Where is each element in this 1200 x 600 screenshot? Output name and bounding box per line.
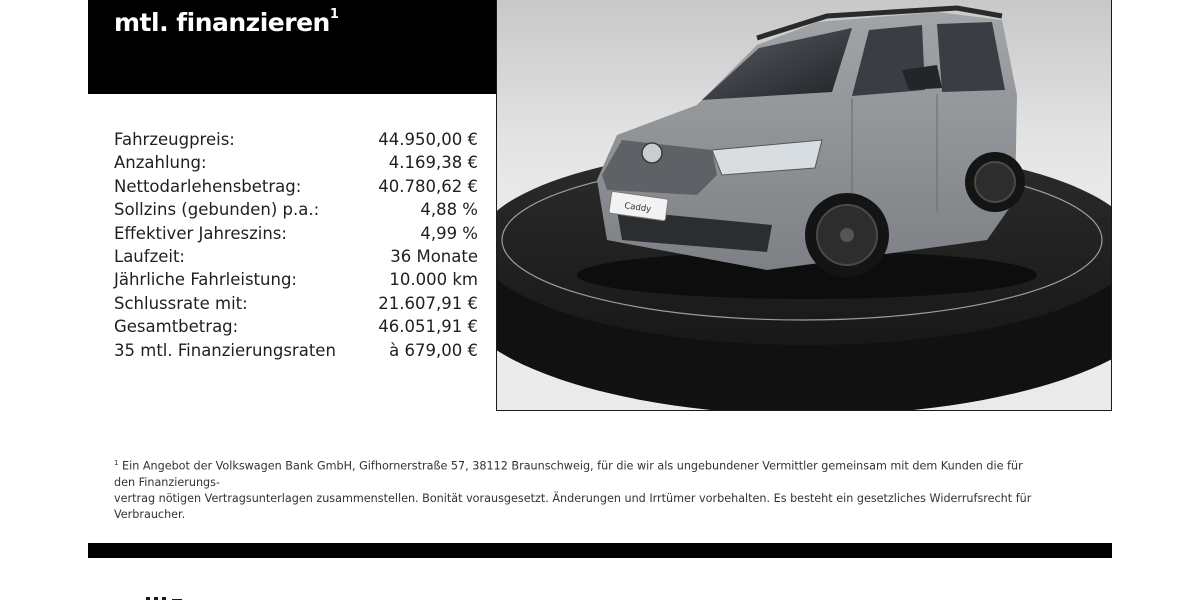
spec-row-fahrleistung bbox=[114, 268, 478, 291]
rear-wheel-rim bbox=[975, 162, 1015, 202]
footnote-line-1 bbox=[114, 455, 1034, 491]
license-plate-text: Caddy bbox=[623, 201, 652, 215]
dealer-logo-fragment bbox=[140, 590, 260, 600]
spec-row-nettodarlehensbetrag bbox=[114, 175, 478, 198]
spec-label: Jährliche Fahrleistung: bbox=[114, 270, 297, 290]
spec-label: Gesamtbetrag: bbox=[114, 317, 239, 337]
front-wheel-hub bbox=[840, 228, 854, 242]
offer-header bbox=[88, 0, 497, 94]
footer-bar bbox=[88, 543, 1112, 558]
spec-row-anzahlung bbox=[114, 151, 478, 174]
financing-spec-list bbox=[114, 128, 478, 362]
spec-value: 44.950,00 € bbox=[378, 130, 478, 149]
spec-value: 4,99 % bbox=[420, 223, 478, 243]
vehicle-photo bbox=[497, 0, 1112, 411]
spec-row-gesamtbetrag bbox=[114, 315, 478, 338]
spec-row-schlussrate bbox=[114, 292, 478, 315]
footnote-mark: 1 bbox=[114, 459, 119, 467]
spec-label: Laufzeit: bbox=[114, 246, 185, 266]
vehicle-image-panel bbox=[496, 0, 1112, 411]
spec-value: 10.000 km bbox=[389, 270, 478, 290]
spec-row-fahrzeugpreis bbox=[114, 128, 478, 151]
footnote-marker: 1 bbox=[329, 6, 339, 22]
spec-label: 35 mtl. Finanzierungsraten bbox=[114, 340, 336, 360]
spec-value: 40.780,62 € bbox=[378, 176, 478, 196]
spec-label: Fahrzeugpreis: bbox=[114, 130, 235, 149]
legal-footnote bbox=[114, 455, 1034, 523]
spec-value: 4,88 % bbox=[420, 200, 478, 220]
brand-emblem bbox=[642, 143, 662, 163]
spec-label: Nettodarlehensbetrag: bbox=[114, 176, 302, 196]
spec-row-effektiver-jahreszins bbox=[114, 222, 478, 245]
spec-value: 46.051,91 € bbox=[378, 317, 478, 337]
spec-label: Anzahlung: bbox=[114, 153, 207, 173]
spec-row-laufzeit bbox=[114, 245, 478, 268]
footnote-line-2: vertrag nötigen Vertragsunterlagen zusammenstellen. Bonität vorausgesetzt. Änderungen und Irrtümer vorbehalten. Es besteht ein gesetzliches Widerrufsrecht für Verbraucher. bbox=[114, 491, 1032, 521]
spec-value: 36 Monate bbox=[390, 246, 478, 266]
vehicle-body bbox=[597, 8, 1025, 277]
spec-row-finanzierungsraten bbox=[114, 339, 478, 362]
spec-label: Schlussrate mit: bbox=[114, 293, 248, 313]
offer-title-text: mtl. finanzieren bbox=[114, 8, 330, 37]
spec-label: Sollzins (gebunden) p.a.: bbox=[114, 200, 320, 220]
spec-value: à 679,00 € bbox=[389, 340, 478, 360]
spec-value: 4.169,38 € bbox=[388, 153, 478, 173]
footnote-text-1: Ein Angebot der Volkswagen Bank GmbH, Gifhornerstraße 57, 38112 Braunschweig, für die wir als ungebundener Vermittler gemeinsam mit dem Kunden die für den Finanzierungs- bbox=[114, 459, 1023, 489]
spec-row-sollzins bbox=[114, 198, 478, 221]
spec-value: 21.607,91 € bbox=[378, 293, 478, 313]
offer-title bbox=[114, 8, 338, 37]
spec-label: Effektiver Jahreszins: bbox=[114, 223, 287, 243]
